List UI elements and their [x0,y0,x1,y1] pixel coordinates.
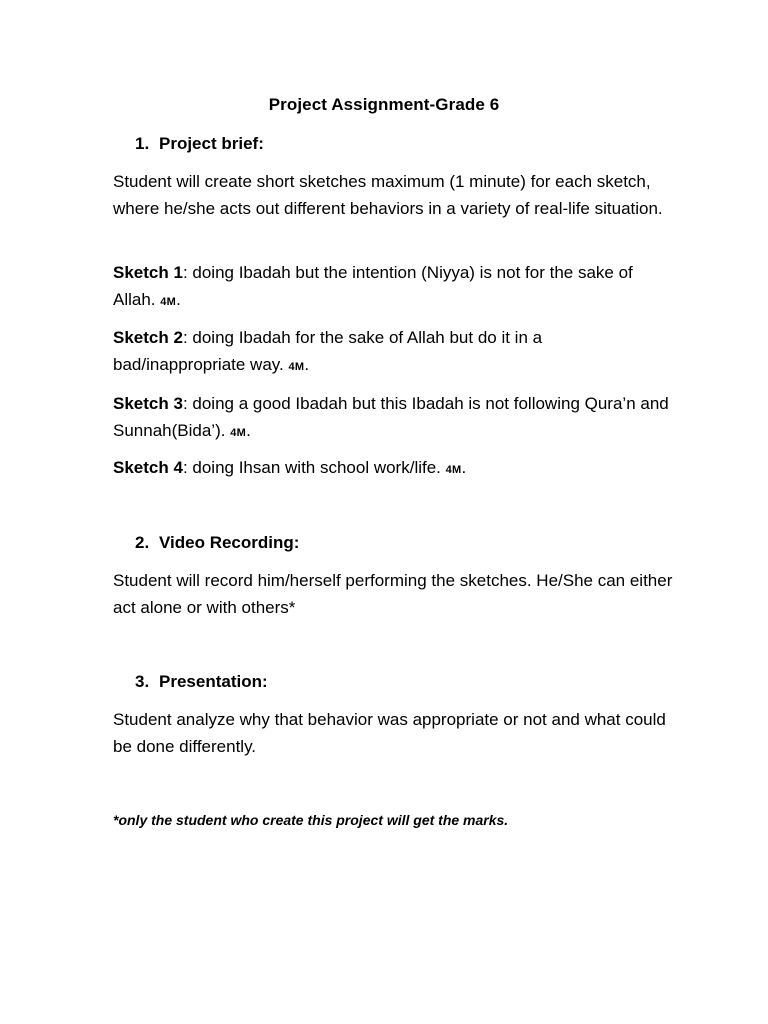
sketch-end: . [176,290,181,309]
sketch-4 [113,454,673,484]
page-title: Project Assignment-Grade 6 [268,95,500,114]
section-heading-video-recording [135,533,299,553]
section-heading-label: Project brief: [159,134,264,153]
sketch-end: . [246,421,251,440]
section-number: 2. [135,533,150,552]
sketch-end: . [304,355,310,374]
section-heading-label: Video Recording: [159,533,300,552]
sketch-label: Sketch 3 [113,394,183,413]
sketch-marks: 4M [160,296,177,308]
sketch-description: : doing Ihsan with school work/life. [182,458,446,477]
sketch-description: : doing a good Ibadah but this Ibadah is not following Qura’n and Sunnah(Bida’). [113,394,669,440]
section-heading-label: Presentation: [159,672,268,691]
sketch-label: Sketch 2 [113,328,183,347]
sketch-description: : doing Ibadah but the intention (Niyya) is not for the sake of Allah. [113,263,633,309]
sketch-description: : doing Ibadah for the sake of Allah but do it in a bad/inappropriate way. [113,328,543,374]
sketch-2 [113,324,673,381]
section-number: 3. [135,672,150,691]
sketch-label: Sketch 4 [113,458,183,477]
sketch-end: . [461,458,467,477]
sketch-3 [113,390,673,447]
section-number: 1. [135,134,150,153]
sketch-marks: 4M [230,427,247,439]
sketch-label: Sketch 1 [113,263,183,282]
project-brief-text: Student will create short sketches maximum (1 minute) for each sketch, where he/she acts out different behaviors in a variety of real-life situation. [113,172,663,218]
footnote: *only the student who create this project will get the marks. [113,812,509,828]
section-heading-presentation [135,672,268,692]
sketch-1 [113,259,673,316]
presentation-text: Student analyze why that behavior was appropriate or not and what could be done differently. [113,710,666,756]
video-recording-text: Student will record him/herself performing the sketches. He/She can either act alone or with others* [113,571,673,617]
sketch-marks: 4M [445,464,462,476]
sketch-marks: 4M [288,361,305,373]
section-heading-project-brief [135,134,264,154]
